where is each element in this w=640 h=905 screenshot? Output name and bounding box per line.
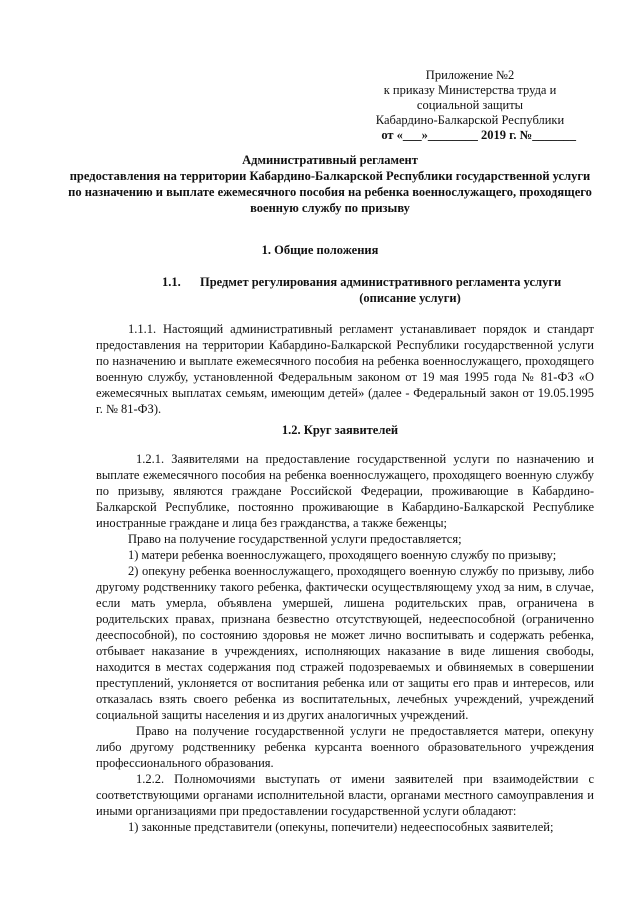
subsection-title-line-2: (описание услуги) bbox=[359, 291, 461, 305]
subsection-title-line-1: Предмет регулирования административного регламента услуги bbox=[200, 275, 562, 289]
regulation-title bbox=[40, 152, 620, 216]
paragraph: 1.2.1. Заявителями на предоставление государственной услуги по назначению и выплате ежемесячного пособия на ребенка военнослужащего, проходящего военную службу по призыву, являются граждане Российской Федерации, проживающие в Кабардино-Балкарской Республике, постоянно проживающие в Кабардино-Балкарской Республике иностранные граждане и лица без гражданства, а также беженцы; bbox=[96, 452, 594, 530]
paragraph: Право на получение государственной услуги не предоставляется матери, опекуну либо другому родственнику ребенка курсанта военного образовательного учреждения профессионального образования. bbox=[96, 724, 594, 770]
paragraph: 1) законные представители (опекуны, попечители) недееспособных заявителей; bbox=[128, 820, 554, 834]
section-1-heading: 1. Общие положения bbox=[261, 243, 379, 257]
subsection-1-1-heading bbox=[150, 274, 610, 306]
appendix-block bbox=[360, 68, 580, 143]
section-1-2-heading: 1.2. Круг заявителей bbox=[281, 423, 399, 437]
paragraph: 2) опекуну ребенка военнослужащего, проходящего военную службу по призыву, либо другому родственнику такого ребенка, фактически осуществляющему уход за ним, в случае, если мать умерла, объявлена умершей, лишена родительских прав, ограничена в родительских правах, признана безвестно отсутствующей, недееспособной (ограниченно дееспособной), по состоянию здоровья не может лично воспитывать и содержать ребенка, отбывает наказание в учреждениях, исполняющих наказание в виде лишения свободы, находится в местах содержания под стражей подозреваемых и обвиняемых в совершении преступлений, уклоняется от воспитания ребенка или от защиты его прав и интересов, или отказалась взять своего ребенка из воспитательных, лечебных учреждений, учреждений социальной защиты населения и из других аналогичных учреждений. bbox=[96, 564, 594, 722]
section-1-1-body bbox=[96, 321, 594, 417]
section-1-2-body bbox=[96, 451, 594, 835]
appendix-line-3: социальной защиты bbox=[416, 98, 524, 112]
appendix-line-2: к приказу Министерства труда и bbox=[383, 83, 557, 97]
paragraph: 1) матери ребенка военнослужащего, проходящего военную службу по призыву; bbox=[128, 548, 557, 562]
paragraph: 1.2.2. Полномочиями выступать от имени заявителей при взаимодействии с соответствующими органами исполнительной власти, органами местного самоуправления и иными организациями при предоставлении государственной услуги обладают: bbox=[96, 772, 594, 818]
paragraph-1-1-1: 1.1.1. Настоящий административный регламент устанавливает порядок и стандарт предоставления на территории Кабардино-Балкарской Республики государственной услуги по назначению и выплате ежемесячного пособия на ребенка военнослужащего, проходящего военную службу, установленной Федеральным законом от 19 мая 1995 года № 81-ФЗ «О ежемесячных выплатах семьям, имеющим детей» (далее - Федеральный закон от 19.05.1995 г. № 81-ФЗ). bbox=[96, 322, 594, 416]
appendix-order-line: от «___»________ 2019 г. №_______ bbox=[381, 128, 576, 142]
title-line-4: военную службу по призыву bbox=[250, 201, 410, 215]
paragraph: Право на получение государственной услуги предоставляется; bbox=[128, 532, 462, 546]
title-line-1: Административный регламент bbox=[242, 153, 418, 167]
appendix-line-4: Кабардино-Балкарской Республики bbox=[375, 113, 565, 127]
appendix-line-1: Приложение №2 bbox=[425, 68, 515, 82]
title-line-3: по назначению и выплате ежемесячного пособия на ребенка военнослужащего, проходящего bbox=[68, 185, 592, 199]
subsection-number: 1.1. bbox=[162, 275, 181, 289]
title-line-2: предоставления на территории Кабардино-Балкарской Республики государственной услуги bbox=[69, 169, 591, 183]
